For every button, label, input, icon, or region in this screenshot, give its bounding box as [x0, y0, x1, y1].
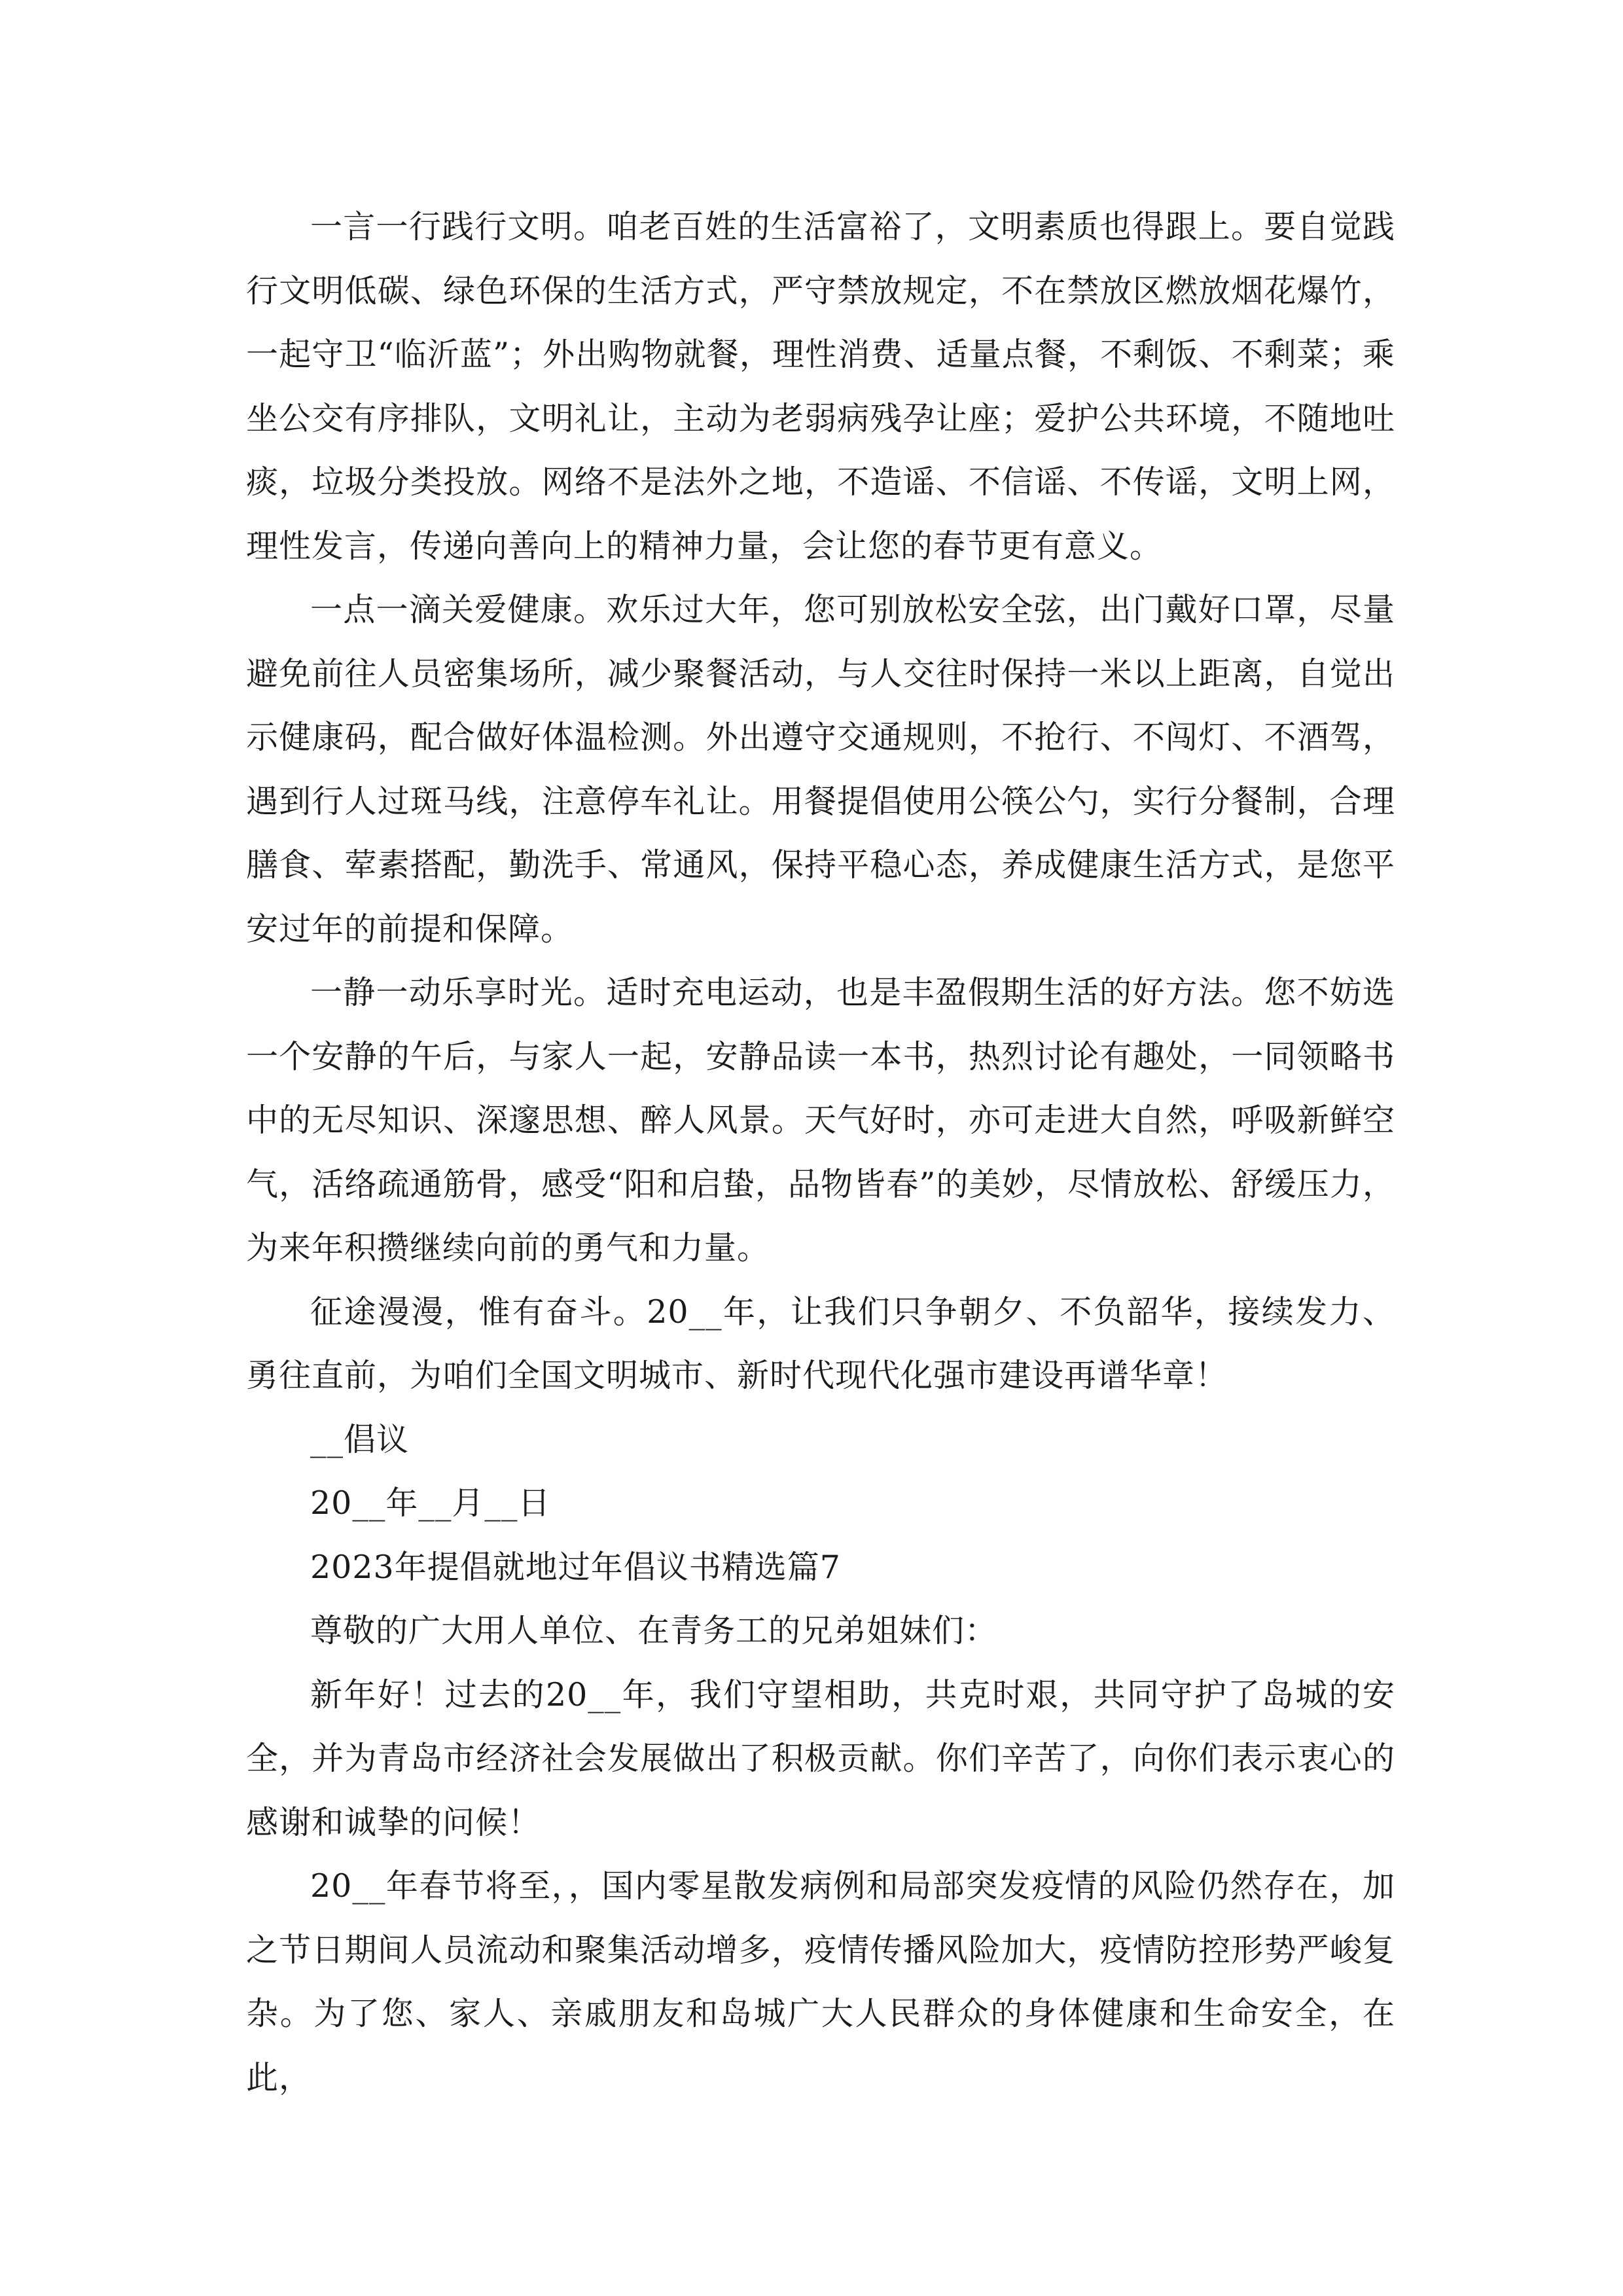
signature-line: __倡议 [310, 1420, 410, 1458]
paragraph-struggle: 征途漫漫，惟有奋斗。20__年，让我们只争朝夕、不负韶华，接续发力、勇往直前，为咱们全国文明城市、新时代现代化强市建设再谱华章！ [246, 1293, 1395, 1394]
document-body [246, 195, 1395, 2109]
paragraph-health: 一点一滴关爱健康。欢乐过大年，您可别放松安全弦，出门戴好口罩，尽量避免前往人员密集场所，减少聚餐活动，与人交往时保持一米以上距离，自觉出示健康码，配合做好体温检测。外出遵守交通规则，不抢行、不闯灯、不酒驾，遇到行人过斑马线，注意停车礼让。用餐提倡使用公筷公勺，实行分餐制，合理膳食、荤素搭配，勤洗手、常通风，保持平稳心态，养成健康生活方式，是您平安过年的前提和保障。 [246, 591, 1395, 948]
paragraph-spring-festival: 20__年春节将至，，国内零星散发病例和局部突发疫情的风险仍然存在，加之节日期间人员流动和聚集活动增多，疫情传播风险加大，疫情防控形势严峻复杂。为了您、家人、亲戚朋友和岛城广大人民群众的身体健康和生命安全，在此， [246, 1867, 1395, 2096]
paragraph-leisure: 一静一动乐享时光。适时充电运动，也是丰盈假期生活的好方法。您不妨选一个安静的午后，与家人一起，安静品读一本书，热烈讨论有趣处，一同领略书中的无尽知识、深邃思想、醉人风景。天气好时，亦可走进大自然，呼吸新鲜空气，活络疏通筋骨，感受“阳和启蛰，品物皆春”的美妙，尽情放松、舒缓压力，为来年积攒继续向前的勇气和力量。 [246, 974, 1395, 1266]
section-title: 2023年提倡就地过年倡议书精选篇7 [310, 1548, 841, 1586]
paragraph-new-year-greeting: 新年好！过去的20__年，我们守望相助，共克时艰，共同守护了岛城的安全，并为青岛市经济社会发展做出了积极贡献。你们辛苦了，向你们表示衷心的感谢和诚挚的问候！ [246, 1676, 1395, 1841]
paragraph-civilization: 一言一行践行文明。咱老百姓的生活富裕了，文明素质也得跟上。要自觉践行文明低碳、绿色环保的生活方式，严守禁放规定，不在禁放区燃放烟花爆竹，一起守卫“临沂蓝”；外出购物就餐，理性消费、适量点餐，不剩饭、不剩菜；乘坐公交有序排队，文明礼让，主动为老弱病残孕让座；爱护公共环境，不随地吐痰，垃圾分类投放。网络不是法外之地，不造谣、不信谣、不传谣，文明上网，理性发言，传递向善向上的精神力量，会让您的春节更有意义。 [246, 208, 1395, 565]
date-line: 20__年__月__日 [310, 1484, 551, 1522]
salutation-line: 尊敬的广大用人单位、在青务工的兄弟姐妹们： [310, 1612, 998, 1649]
